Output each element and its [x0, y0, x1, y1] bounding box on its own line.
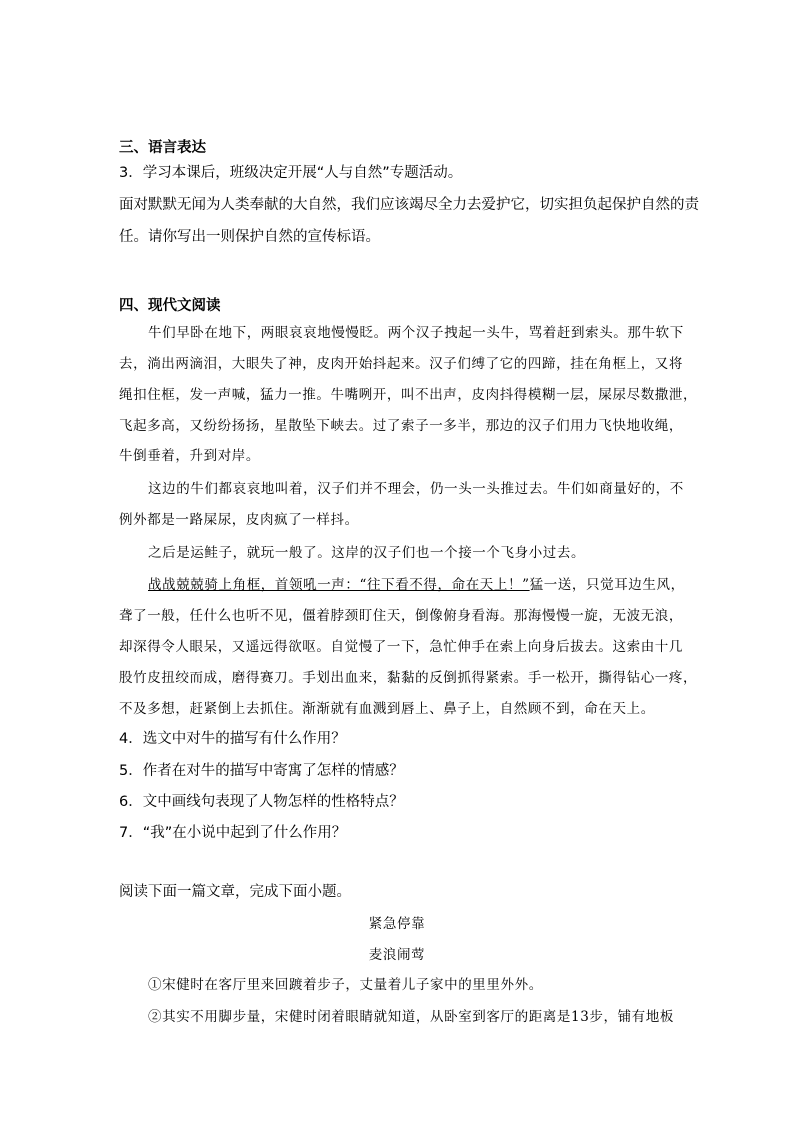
passage-line: 之后是运鲑子，就玩一般了。这岸的汉子们也一个接一个飞身小过去。	[148, 545, 586, 561]
passage-line: 这边的牛们都哀哀地叫着，汉子们并不理会，仍一头一头推过去。牛们如商量好的，不	[148, 481, 684, 497]
reading-instruction: 阅读下面一篇文章，完成下面小题。	[119, 884, 351, 900]
passage-line: 去，淌出两滴泪，大眼失了神，皮肉开始抖起来。汉子们缚了它的四蹄，挂在角框上，又将	[119, 356, 683, 372]
article-title: 紧急停靠	[368, 916, 426, 932]
passage-line: 聋了一般，任什么也听不见，僵着脖颈盯住天，倒像俯身看海。那海慢慢一旋，无波无浪，	[119, 608, 683, 624]
passage-line: 牛们早卧在地下，两眼哀哀地慢慢眨。两个汉子拽起一头牛，骂着赶到索头。那牛软下	[148, 325, 684, 341]
passage-line: 飞起多高，又纷纷扬扬，星散坠下峡去。过了索子一多半，那边的汉子们用力飞快地收绳，	[119, 418, 683, 434]
underlined-sentence: 战战兢兢骑上角框，首领吼一声：“往下看不得，命在天上！”	[148, 577, 530, 593]
passage-continuation: 猛一送，只觉耳边生风，	[529, 577, 685, 593]
article-author: 麦浪闹莺	[368, 947, 426, 963]
question-4: 4．选文中对牛的描写有什么作用？	[119, 731, 346, 747]
passage-line: 牛倒垂着，升到对岸。	[119, 448, 260, 464]
question-3-prompt-line1: 面对默默无闻为人类奉献的大自然，我们应该竭尽全力去爱护它，切实担负起保护自然的责	[119, 197, 699, 213]
article-paragraph: ②其实不用脚步量，宋健时闭着眼睛就知道，从卧室到客厅的距离是13步，铺有地板	[148, 1009, 674, 1025]
question-3-prompt-line2: 任。请你写出一则保护自然的宣传标语。	[119, 229, 380, 245]
article-paragraph: ①宋健时在客厅里来回踱着步子，丈量着儿子家中的里里外外。	[148, 977, 543, 993]
passage-line: 例外都是一路屎尿，皮肉疯了一样抖。	[119, 512, 359, 528]
passage-line: 不及多想，赶紧倒上去抓住。渐渐就有血溅到唇上、鼻子上，自然顾不到，命在天上。	[119, 701, 655, 717]
section3-heading: 三、语言表达	[119, 140, 206, 156]
passage-underlined-line	[148, 575, 685, 595]
question-3: 3．学习本课后，班级决定开展“人与自然”专题活动。	[119, 165, 463, 181]
passage-line: 绳扣住框，发一声喊，猛力一推。牛嘴咧开，叫不出声，皮肉抖得模糊一层，屎尿尽数撒泄，	[119, 387, 698, 403]
passage-line: 股竹皮扭绞而成，磨得赛刀。手划出血来，黏黏的反倒抓得紧索。手一松开，撕得钻心一疼，	[119, 670, 698, 686]
question-5: 5．作者在对牛的描写中寄寓了怎样的情感？	[119, 763, 404, 779]
section4-heading: 四、现代文阅读	[119, 298, 221, 314]
passage-line: 却深得令人眼呆，又遥远得欲呕。自觉慢了一下，急忙伸手在索上向身后拔去。这索由十几	[119, 639, 683, 655]
question-6: 6．文中画线句表现了人物怎样的性格特点？	[119, 794, 404, 810]
question-7: 7．“我”在小说中起到了什么作用？	[119, 825, 347, 841]
